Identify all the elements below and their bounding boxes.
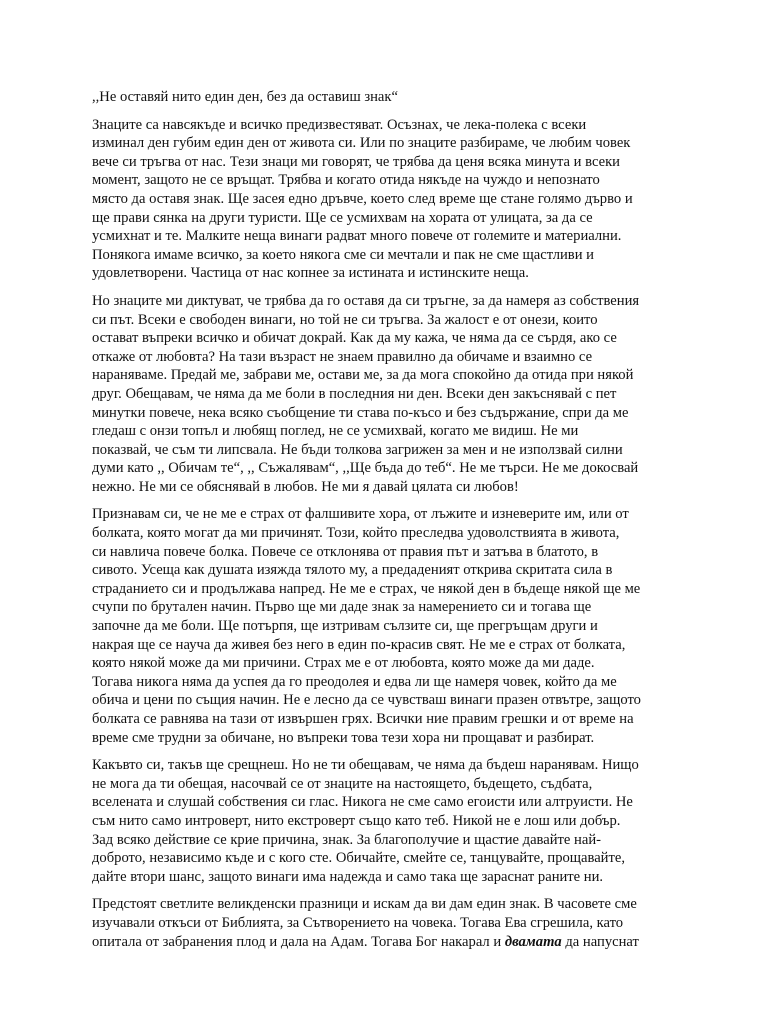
- text-line: откаже от любовта? На тази възраст не знаем правилно да обичаме и взаимно се: [92, 348, 593, 365]
- text-line: удовлетворени. Частица от нас копнее за истината и истинските неща.: [92, 265, 529, 282]
- text-line: си път. Всеки е свободен винаги, но той не си тръгва. За жалост е от онези, които: [92, 311, 598, 328]
- text-line: думи като ,, Обичам те“, ,, Съжалявам“, ,,Ще бъда до теб“. Не ме търси. Не ме докосвай: [92, 460, 639, 477]
- text-line: Какъвто си, такъв ще срещнеш. Но не ти обещавам, че няма да бъдеш наранявам. Нищо: [92, 757, 639, 774]
- text-line: доброто, независимо къде и с кого сте. Обичайте, смейте се, танцувайте, прощавайте,: [92, 850, 625, 867]
- text-line: изучавали откъси от Библията, за Сътворението на човека. Тогава Ева сгрешила, като: [92, 914, 624, 931]
- text-line: започне да ме боли. Ще потърпя, ще изтривам сълзите си, ще прегръщам други и: [92, 618, 598, 635]
- text-line: Предстоят светлите великденски празници и искам да ви дам един знак. В часовете сме: [92, 896, 637, 913]
- text-line: накрая ще се науча да живея без него в един по-красив свят. Не ме е страх от болката,: [92, 636, 626, 653]
- text-line: счупи по брутален начин. Първо ще ми даде знак за намерението си и тогава ще: [92, 599, 592, 616]
- paragraph: [92, 292, 677, 497]
- paragraph: [92, 505, 677, 747]
- text-line: гледаш с онзи топъл и любящ поглед, не се усмихвай, когато ме видиш. Не ми: [92, 423, 579, 440]
- text-line: остават въпреки всичко и обичат докрай. Как да му кажа, че няма да се сърдя, ако се: [92, 330, 617, 347]
- text-line: усмихнат и те. Малките неща винаги радват много повече от големите и материални.: [92, 228, 622, 245]
- document-body: [92, 116, 677, 952]
- document-title: ,,Не оставяй нито един ден, без да оставиш знак“: [92, 89, 398, 105]
- text-line: момент, защото не се връщат. Трябва и когато отида някъде на чуждо и непознато: [92, 172, 600, 189]
- text-line: вселената и слушай собствения си глас. Никога не сме само егоисти или алтруисти. Не: [92, 794, 633, 811]
- document-page: [92, 88, 677, 960]
- text-line: съм нито само интроверт, нито екстроверт също като теб. Никой не е лош или добър.: [92, 812, 621, 829]
- text-segment: да напуснат: [561, 933, 639, 950]
- text-line: дайте втори шанс, защото винаги има надежда и само така ще зараснат раните ни.: [92, 868, 604, 885]
- text-line: ще прави сянка на други туристи. Ще се усмихвам на хората от улицата, за да се: [92, 209, 593, 226]
- text-line: нараняваме. Предай ме, забрави ме, остави ме, за да мога спокойно да отида при някой: [92, 367, 634, 384]
- text-line: място да оставя знак. Ще засея едно дръвче, което след време ще стане голямо дърво и: [92, 190, 633, 207]
- text-line: показвай, че съм ти липсвала. Не бъди толкова загрижен за мен и не използвай силни: [92, 441, 623, 458]
- text-segment: опитала от забранения плод и дала на Адам. Тогава Бог накарал и: [92, 933, 505, 950]
- text-line: [92, 933, 677, 952]
- paragraph: [92, 756, 677, 886]
- text-line: нежно. Не ми се обяснявай в любов. Не ми я давай цялата си любов!: [92, 478, 519, 495]
- emphasized-word: двамата: [504, 933, 562, 950]
- text-line: болката, която могат да ми причинят. Този, който преследва удоволствията в живота,: [92, 525, 620, 542]
- paragraph: [92, 116, 677, 283]
- text-line: страданието си и продължава напред. Не ме е страх, че някой ден в бъдеще някой ще ме: [92, 580, 641, 597]
- text-line: Но знаците ми диктуват, че трябва да го оставя да си тръгне, за да намеря аз собствения: [92, 292, 640, 309]
- text-line: Тогава никога няма да успея да го преодолея и едва ли ще намеря човек, който да ме: [92, 673, 617, 690]
- text-line: която някой може да ми причини. Страх ме е от любовта, която може да ми даде.: [92, 655, 595, 672]
- text-line: друг. Обещавам, че няма да ме боли в последния ни ден. Всеки ден закъснявай с пет: [92, 385, 617, 402]
- text-line: Зад всяко действие се крие причина, знак. За благополучие и щастие давайте най-: [92, 831, 601, 848]
- text-line: изминал ден губим един ден от живота си. Или по знаците разбираме, че любим човек: [92, 135, 631, 152]
- text-line: Понякога имаме всичко, за което някога сме си мечтали и пак не сме щастливи и: [92, 246, 594, 263]
- text-line: сивото. Усеща как душата изяжда тялото му, а предаденият открива скритата сила в: [92, 562, 613, 579]
- text-line: обича и цени по същия начин. Не е лесно да се чувстваш винаги празен отвътре, защото: [92, 692, 641, 709]
- text-line: вече си тръгва от нас. Тези знаци ми говорят, че трябва да ценя всяка минута и всеки: [92, 153, 620, 170]
- text-line: минутки повече, нека всяко съобщение ти става по-късо и без съдържание, спри да ме: [92, 404, 629, 421]
- text-line: време сме трудни за обичане, но въпреки това тези хора ни прощават и разбират.: [92, 729, 595, 746]
- paragraph: [92, 895, 677, 951]
- text-line: болката се равнява на тази от извършен грях. Всички ние правим грешки и от време на: [92, 711, 634, 727]
- text-line: Признавам си, че не ме е страх от фалшивите хора, от лъжите и изневерите им, или от: [92, 506, 629, 523]
- text-line: си навлича повече болка. Повече се отклонява от правия път и затъва в блатото, в: [92, 543, 599, 560]
- text-line: Знаците са навсякъде и всичко предизвестяват. Осъзнах, че лека-полека с всеки: [92, 116, 587, 133]
- text-line: не мога да ти обещая, насочвай се от знаците на настоящето, бъдещето, съдбата,: [92, 775, 593, 792]
